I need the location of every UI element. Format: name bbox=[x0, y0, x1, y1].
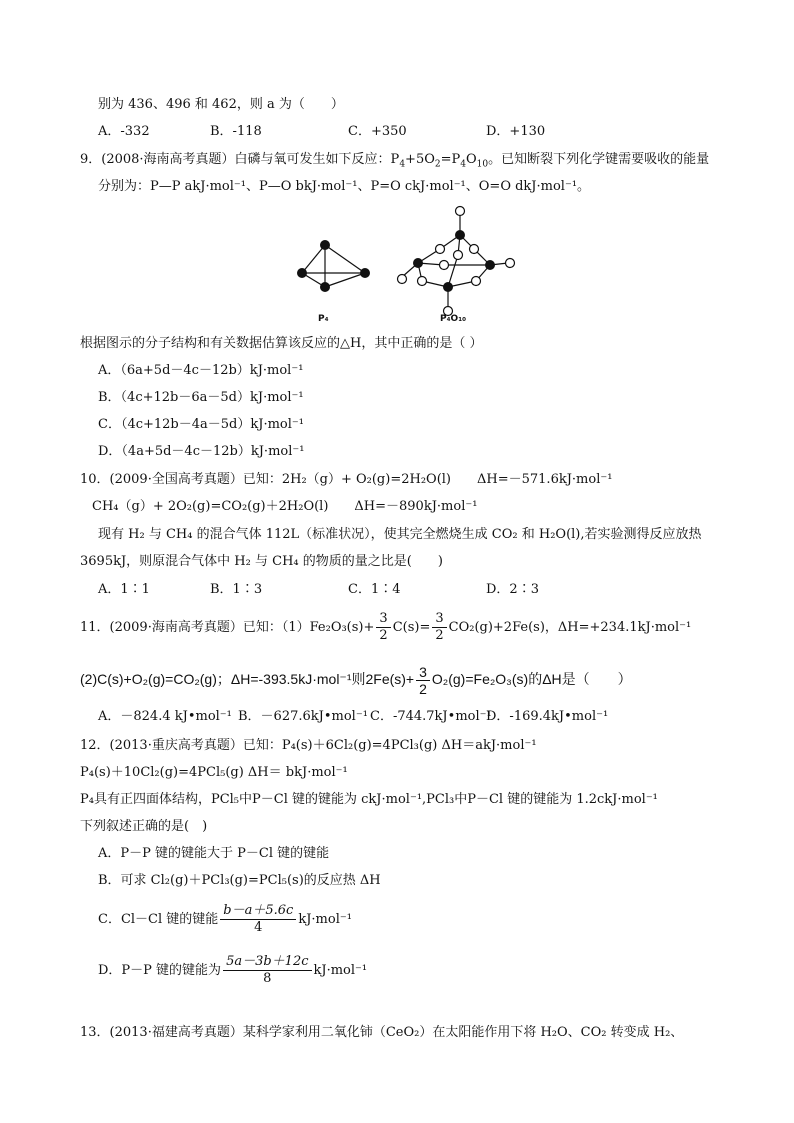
fraction-3-2: $\frac{3}{2}$ bbox=[432, 611, 446, 644]
molecule-structure-figure bbox=[290, 203, 530, 328]
q9-option-b: B．（4c+12b－6a－5d）kJ·mol⁻¹ bbox=[98, 390, 304, 405]
q10-line4: 3695kJ，则原混合气体中 H₂ 与 CH₄ 的物质的量之比是( ) bbox=[80, 554, 443, 569]
q11-line1: 11．(2009·海南高考真题）已知：（1）Fe₂O₃(s)+ $\frac{3}{2}$ C(s)= $\frac{3}{2}$ CO₂(g)+2Fe(s)，ΔH=+234.1kJ·mol⁻¹ bbox=[80, 611, 692, 643]
fraction-bond-energy-c: $\frac{b-a+5.6c}{4}$ bbox=[220, 903, 296, 936]
q10-option-a: A．1∶1 bbox=[98, 582, 150, 597]
q9-question: 根据图示的分子结构和有关数据估算该反应的△H，其中正确的是（ ） bbox=[80, 336, 483, 351]
q12-line4: 下列叙述正确的是( ) bbox=[80, 819, 208, 834]
q10-option-c: C．1∶4 bbox=[348, 582, 401, 597]
q12-option-a: A．P－P 键的键能大于 P－Cl 键的键能 bbox=[98, 846, 330, 861]
fraction-3-2: $\frac{3}{2}$ bbox=[416, 664, 430, 697]
q10-option-b: B．1∶3 bbox=[210, 582, 263, 597]
q10-line3: 现有 H₂ 与 CH₄ 的混合气体 112L（标准状况），使其完全燃烧生成 CO₂ 和 H₂O(l),若实验测得反应放热 bbox=[98, 527, 702, 542]
q10-option-d: D．2∶3 bbox=[486, 582, 539, 597]
q12-option-b: B．可求 Cl₂(g)＋PCl₃(g)=PCl₅(s)的反应热 ΔH bbox=[98, 873, 381, 888]
q8-option-d: D．+130 bbox=[486, 124, 546, 139]
q11-option-d: D．-169.4kJ•mol⁻¹ bbox=[486, 709, 609, 724]
q13-line1: 13．(2013·福建高考真题）某科学家利用二氧化铈（CeO₂）在太阳能作用下将 H₂O、CO₂ 转变成 H₂、 bbox=[80, 1025, 684, 1040]
q12-line1: 12．(2013·重庆高考真题）已知：P₄(s)＋6Cl₂(g)=4PCl₃(g) ΔH＝akJ·mol⁻¹ bbox=[80, 738, 537, 753]
p4o10-label: P₄O₁₀ bbox=[440, 314, 467, 324]
q10-line1: 10．(2009·全国高考真题）已知：2H₂（g）+ O₂(g)=2H₂O(l) ΔH=－571.6kJ·mol⁻¹ bbox=[80, 472, 613, 487]
q9-option-a: A．（6a+5d－4c－12b）kJ·mol⁻¹ bbox=[98, 363, 304, 378]
p4-label: P₄ bbox=[318, 314, 329, 324]
q11-option-c: C．-744.7kJ•mol⁻¹ bbox=[370, 709, 492, 724]
p4-tetrahedron bbox=[302, 245, 365, 287]
fraction-3-2: $\frac{3}{2}$ bbox=[376, 611, 390, 644]
q9-bond-energies: 分别为：P—P akJ·mol⁻¹、P—O bkJ·mol⁻¹、P=O ckJ·mol⁻¹、O=O dkJ·mol⁻¹。 bbox=[98, 179, 591, 194]
q9-option-d: D．（4a+5d－4c－12b）kJ·mol⁻¹ bbox=[98, 444, 305, 459]
q11-option-a: A．－824.4 kJ•mol⁻¹ bbox=[98, 709, 232, 724]
q9-option-c: C．（4c+12b－4a－5d）kJ·mol⁻¹ bbox=[98, 417, 304, 432]
q12-option-c: C．Cl－Cl 键的键能 $\frac{b-a+5.6c}{4}$ kJ·mol⁻¹ bbox=[98, 903, 352, 935]
q8-option-a: A．-332 bbox=[98, 124, 150, 139]
q8-option-b: B．-118 bbox=[210, 124, 262, 139]
q12-line2: P₄(s)＋10Cl₂(g)=4PCl₅(g) ΔH＝ bkJ·mol⁻¹ bbox=[80, 765, 348, 780]
q12-option-d: D．P－P 键的键能为 $\frac{5a-3b+12c}{8}$ kJ·mol⁻¹ bbox=[98, 954, 368, 986]
q10-line2: CH₄（g）+ 2O₂(g)=CO₂(g)＋2H₂O(l) ΔH=－890kJ·mol⁻¹ bbox=[92, 499, 478, 514]
q11-line2: (2)C(s)+O₂(g)=CO₂(g)；ΔH=-393.5kJ·mol⁻¹则2Fe(s)+ $\frac{3}{2}$ O₂(g)=Fe₂O₃(s)的ΔH是（ ） bbox=[80, 663, 632, 697]
q8-option-c: C．+350 bbox=[348, 124, 407, 139]
q12-line3: P₄具有正四面体结构，PCl₅中P－Cl 键的键能为 ckJ·mol⁻¹,PCl₃中P－Cl 键的键能为 1.2ckJ·mol⁻¹ bbox=[80, 792, 658, 807]
q11-option-b: B．－627.6kJ•mol⁻¹ bbox=[238, 709, 368, 724]
q9-stem: 9．(2008·海南高考真题）白磷与氧可发生如下反应：$P_4+5O_2=P_4O_{10}$。已知断裂下列化学键需要吸收的能量 bbox=[80, 152, 710, 170]
q8-continuation: 别为 436、496 和 462，则 a 为（ ） bbox=[98, 97, 344, 112]
fraction-bond-energy-d: $\frac{5a-3b+12c}{8}$ bbox=[223, 954, 311, 987]
